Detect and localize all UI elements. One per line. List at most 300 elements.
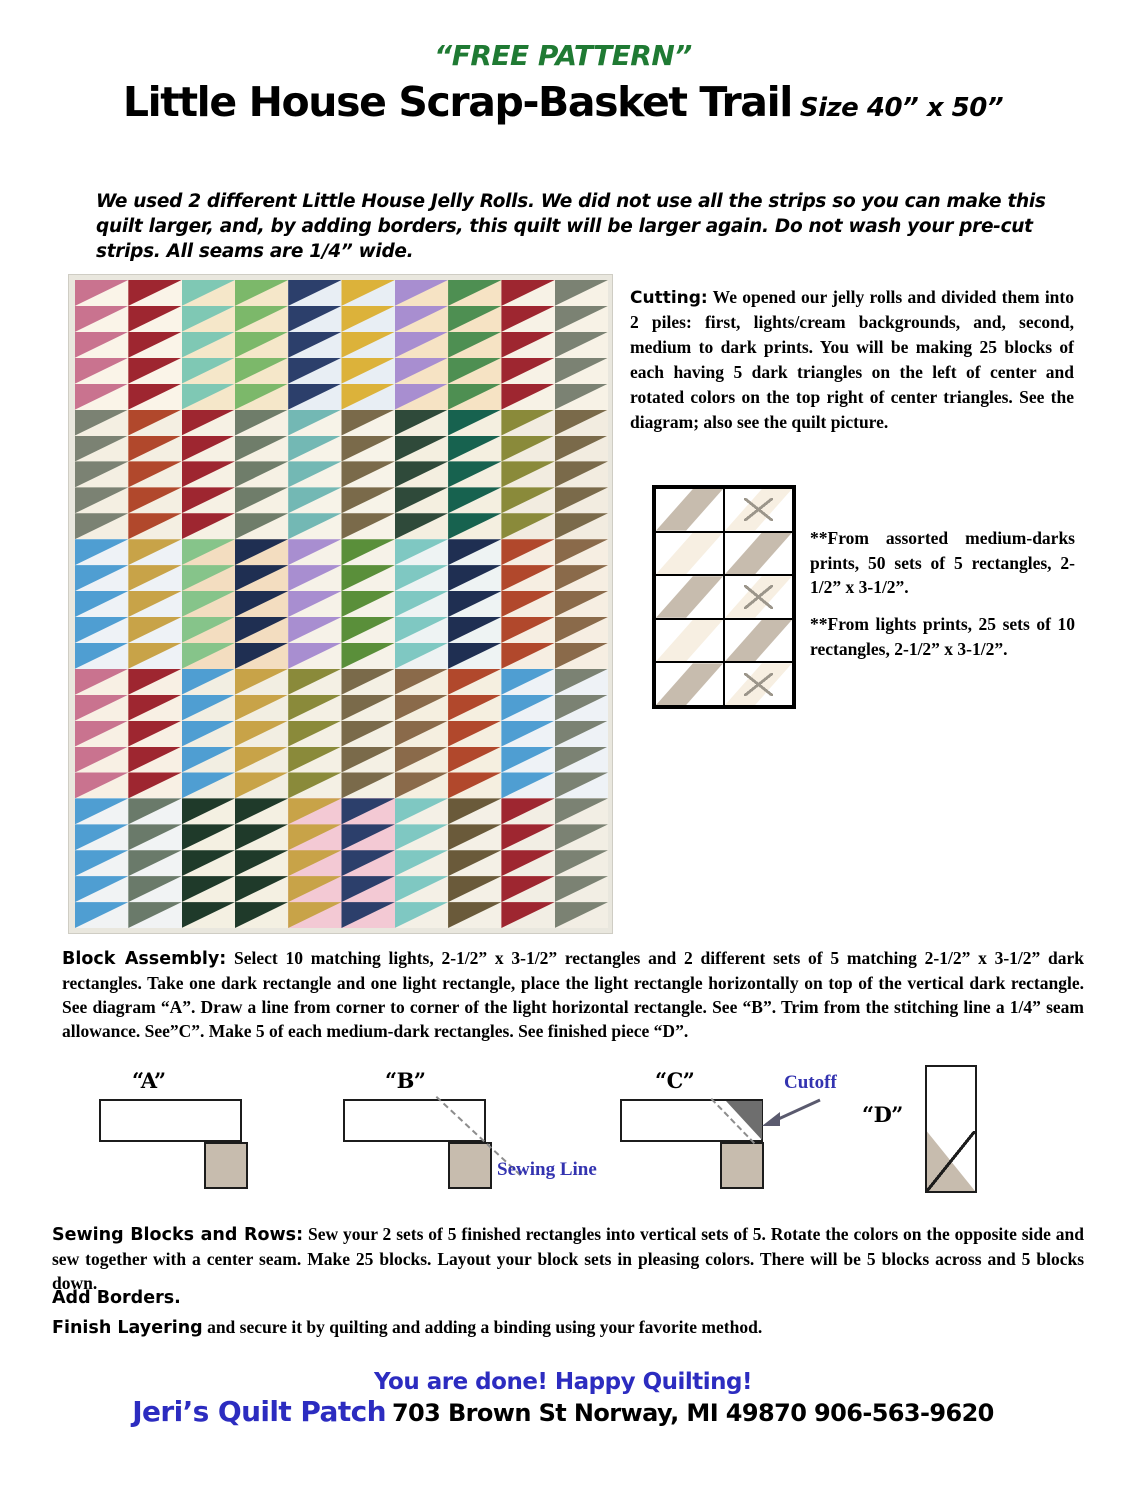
- diagram-a-label: “A”: [132, 1068, 166, 1093]
- quilt-unit-left: [182, 747, 235, 773]
- quilt-unit-right: [235, 306, 288, 332]
- quilt-block: [501, 410, 608, 540]
- quilt-block: [182, 410, 289, 540]
- quilt-unit-left: [75, 850, 128, 876]
- quilt-unit-left: [75, 721, 128, 747]
- quilt-unit-right: [235, 824, 288, 850]
- finish-layering-body: and secure it by quilting and adding a binding using your favorite method.: [202, 1317, 763, 1337]
- quilt-unit-right: [235, 747, 288, 773]
- quilt-unit-right: [448, 695, 501, 721]
- quilt-unit-right: [555, 850, 608, 876]
- quilt-unit-left: [395, 617, 448, 643]
- quilt-unit-left: [75, 306, 128, 332]
- quilt-unit-left: [288, 513, 341, 539]
- quilt-block: [501, 539, 608, 669]
- quilt-unit-left: [75, 565, 128, 591]
- quilt-unit-left: [75, 280, 128, 306]
- title-size-text: Size 40” x 50”: [799, 93, 1004, 123]
- quilt-unit-left: [395, 487, 448, 513]
- quilt-unit-left: [395, 747, 448, 773]
- quilt-block: [395, 280, 502, 410]
- note-medium-darks: **From assorted medium-darks prints, 50 sets of 5 rectangles, 2-1/2” x 3-1/2”.: [810, 528, 1075, 597]
- quilt-unit-left: [395, 798, 448, 824]
- block-diagram-cell-left: [655, 488, 724, 532]
- quilt-unit-right: [341, 358, 394, 384]
- quilt-unit-left: [182, 461, 235, 487]
- quilt-unit-left: [395, 902, 448, 928]
- quilt-unit-left: [288, 798, 341, 824]
- quilt-unit-right: [448, 850, 501, 876]
- block-diagram-cell-right: [724, 532, 793, 576]
- quilt-unit-right: [235, 591, 288, 617]
- quilt-block: [182, 539, 289, 669]
- quilt-unit-left: [395, 436, 448, 462]
- quilt-unit-left: [501, 824, 554, 850]
- quilt-unit-left: [288, 617, 341, 643]
- quilt-unit-right: [555, 513, 608, 539]
- quilt-block: [75, 410, 182, 540]
- quilt-block: [182, 280, 289, 410]
- quilt-unit-left: [395, 358, 448, 384]
- block-assembly-heading: Block Assembly:: [62, 949, 227, 969]
- quilt-unit-right: [235, 487, 288, 513]
- quilt-unit-right: [128, 747, 181, 773]
- quilt-unit-left: [75, 539, 128, 565]
- quilt-unit-left: [288, 902, 341, 928]
- quilt-unit-right: [341, 306, 394, 332]
- quilt-unit-left: [182, 643, 235, 669]
- quilt-unit-right: [235, 695, 288, 721]
- quilt-unit-right: [341, 410, 394, 436]
- quilt-unit-right: [128, 617, 181, 643]
- quilt-unit-left: [395, 332, 448, 358]
- quilt-unit-left: [182, 591, 235, 617]
- quilt-unit-right: [341, 384, 394, 410]
- quilt-block: [75, 539, 182, 669]
- cutting-heading: Cutting:: [630, 288, 708, 308]
- quilt-unit-right: [555, 772, 608, 798]
- block-diagram-cell-right: [724, 662, 793, 706]
- diagram-c-label: “C”: [655, 1068, 695, 1093]
- free-pattern-kicker: “FREE PATTERN”: [434, 39, 692, 72]
- quilt-unit-right: [235, 643, 288, 669]
- quilt-unit-right: [235, 410, 288, 436]
- block-diagram-cell-left: [655, 662, 724, 706]
- quilt-unit-left: [288, 772, 341, 798]
- quilt-unit-left: [395, 772, 448, 798]
- quilt-unit-right: [235, 850, 288, 876]
- quilt-unit-right: [448, 617, 501, 643]
- quilt-unit-right: [555, 721, 608, 747]
- quilt-unit-right: [448, 824, 501, 850]
- quilt-unit-right: [235, 513, 288, 539]
- quilt-unit-right: [448, 280, 501, 306]
- quilt-unit-right: [448, 643, 501, 669]
- quilt-unit-left: [288, 565, 341, 591]
- quilt-unit-left: [288, 591, 341, 617]
- quilt-unit-right: [448, 306, 501, 332]
- quilt-unit-left: [288, 461, 341, 487]
- step-diagrams: [0, 1054, 1126, 1204]
- quilt-unit-right: [128, 539, 181, 565]
- quilt-block: [75, 280, 182, 410]
- quilt-unit-left: [75, 772, 128, 798]
- diagram-c-dark-rect: [720, 1142, 764, 1189]
- quilt-unit-left: [182, 565, 235, 591]
- cutting-section: [630, 285, 1074, 434]
- quilt-block: [288, 410, 395, 540]
- quilt-unit-left: [395, 280, 448, 306]
- quilt-unit-left: [501, 850, 554, 876]
- quilt-unit-right: [341, 798, 394, 824]
- happy-quilting-text: You are done! Happy Quilting!: [373, 1369, 753, 1395]
- quilt-unit-left: [288, 410, 341, 436]
- finish-layering-heading: Finish Layering: [52, 1318, 203, 1338]
- quilt-unit-right: [555, 669, 608, 695]
- note-lights: **From lights prints, 25 sets of 10 rectangles, 2-1/2” x 3-1/2”.: [810, 614, 1075, 659]
- shop-address: 703 Brown St Norway, MI 49870 906-563-9620: [391, 1399, 994, 1427]
- quilt-unit-right: [128, 591, 181, 617]
- quilt-unit-left: [501, 565, 554, 591]
- quilt-unit-left: [75, 487, 128, 513]
- quilt-unit-left: [395, 591, 448, 617]
- quilt-unit-left: [288, 850, 341, 876]
- quilt-unit-left: [182, 772, 235, 798]
- quilt-unit-left: [182, 798, 235, 824]
- quilt-unit-left: [75, 798, 128, 824]
- quilt-unit-left: [182, 824, 235, 850]
- quilt-unit-right: [448, 798, 501, 824]
- quilt-unit-right: [448, 487, 501, 513]
- quilt-unit-left: [395, 695, 448, 721]
- quilt-unit-left: [395, 643, 448, 669]
- block-diagram-cell-left: [655, 619, 724, 663]
- quilt-unit-right: [448, 436, 501, 462]
- quilt-unit-right: [235, 669, 288, 695]
- quilt-unit-left: [501, 513, 554, 539]
- quilt-unit-right: [341, 876, 394, 902]
- quilt-unit-left: [288, 332, 341, 358]
- quilt-unit-left: [182, 306, 235, 332]
- cutting-body: We opened our jelly rolls and divided them into 2 piles: first, lights/cream backgrounds, and, second, medium to dark prints. You will be making 25 blocks of each having 5 dark triangles on the left of center and rotated colors on the top right of center triangles. See the diagram; also see the quilt picture.: [630, 287, 1074, 432]
- quilt-unit-right: [128, 876, 181, 902]
- sewing-line-label: Sewing Line: [497, 1159, 597, 1180]
- quilt-unit-right: [448, 721, 501, 747]
- quilt-unit-right: [235, 772, 288, 798]
- quilt-unit-right: [555, 695, 608, 721]
- quilt-unit-right: [341, 695, 394, 721]
- quilt-unit-left: [182, 902, 235, 928]
- quilt-unit-left: [288, 487, 341, 513]
- diagram-a-dark-rect: [204, 1142, 248, 1189]
- quilt-unit-right: [128, 902, 181, 928]
- quilt-unit-right: [341, 487, 394, 513]
- cutoff-label: Cutoff: [784, 1072, 837, 1093]
- quilt-block: [395, 669, 502, 799]
- quilt-block: [288, 539, 395, 669]
- diagram-b-dark-rect: [448, 1142, 492, 1189]
- quilt-unit-left: [501, 280, 554, 306]
- quilt-unit-right: [555, 876, 608, 902]
- quilt-photo: [68, 274, 613, 934]
- diagram-b-light-rect: [343, 1099, 486, 1142]
- quilt-unit-left: [501, 643, 554, 669]
- quilt-unit-right: [128, 306, 181, 332]
- quilt-unit-right: [128, 461, 181, 487]
- quilt-unit-left: [288, 306, 341, 332]
- quilt-unit-right: [235, 902, 288, 928]
- quilt-unit-left: [182, 617, 235, 643]
- finish-layering-line: [52, 1317, 1084, 1338]
- quilt-unit-left: [501, 772, 554, 798]
- quilt-unit-left: [501, 487, 554, 513]
- quilt-unit-left: [182, 384, 235, 410]
- quilt-unit-left: [182, 280, 235, 306]
- quilt-unit-left: [395, 824, 448, 850]
- quilt-unit-right: [555, 280, 608, 306]
- quilt-unit-left: [288, 358, 341, 384]
- quilt-unit-left: [501, 747, 554, 773]
- block-diagram-cell-right: [724, 575, 793, 619]
- quilt-unit-right: [128, 772, 181, 798]
- quilt-unit-left: [182, 358, 235, 384]
- quilt-unit-right: [128, 824, 181, 850]
- quilt-unit-left: [288, 384, 341, 410]
- quilt-unit-left: [501, 669, 554, 695]
- quilt-unit-right: [555, 539, 608, 565]
- quilt-unit-right: [555, 461, 608, 487]
- quilt-unit-left: [288, 436, 341, 462]
- quilt-unit-right: [235, 876, 288, 902]
- diagram-d-finished-piece: [925, 1065, 977, 1193]
- block-diagram-cell-right: [724, 619, 793, 663]
- quilt-unit-left: [75, 410, 128, 436]
- quilt-unit-right: [235, 436, 288, 462]
- quilt-block: [395, 798, 502, 928]
- quilt-unit-right: [448, 591, 501, 617]
- quilt-unit-left: [182, 721, 235, 747]
- quilt-unit-right: [555, 358, 608, 384]
- quilt-unit-left: [501, 617, 554, 643]
- quilt-unit-right: [341, 565, 394, 591]
- block-diagram-cell-left: [655, 575, 724, 619]
- quilt-block: [501, 280, 608, 410]
- quilt-unit-right: [448, 539, 501, 565]
- title-main-text: Little House Scrap-Basket Trail: [122, 78, 792, 126]
- quilt-block: [395, 539, 502, 669]
- quilt-block: [501, 669, 608, 799]
- quilt-unit-right: [341, 643, 394, 669]
- quilt-unit-right: [448, 565, 501, 591]
- quilt-unit-left: [75, 876, 128, 902]
- quilt-unit-left: [75, 902, 128, 928]
- quilt-unit-right: [341, 824, 394, 850]
- quilt-unit-left: [395, 876, 448, 902]
- quilt-unit-left: [395, 850, 448, 876]
- quilt-unit-left: [182, 539, 235, 565]
- quilt-unit-right: [128, 332, 181, 358]
- cutoff-arrow-icon: [760, 1094, 824, 1136]
- quilt-unit-right: [555, 747, 608, 773]
- quilt-unit-right: [448, 669, 501, 695]
- quilt-unit-right: [448, 747, 501, 773]
- add-borders-line: [52, 1287, 1084, 1308]
- quilt-unit-right: [448, 876, 501, 902]
- quilt-unit-right: [448, 410, 501, 436]
- quilt-unit-left: [395, 539, 448, 565]
- quilt-unit-right: [341, 436, 394, 462]
- quilt-unit-right: [555, 410, 608, 436]
- quilt-unit-left: [288, 695, 341, 721]
- quilt-unit-right: [341, 721, 394, 747]
- quilt-unit-right: [128, 410, 181, 436]
- quilt-unit-right: [555, 591, 608, 617]
- quilt-unit-right: [235, 461, 288, 487]
- quilt-unit-right: [341, 280, 394, 306]
- quilt-block: [395, 410, 502, 540]
- quilt-unit-left: [75, 695, 128, 721]
- block-diagram-cell-right: [724, 488, 793, 532]
- quilt-unit-left: [288, 721, 341, 747]
- quilt-unit-right: [555, 306, 608, 332]
- quilt-unit-left: [395, 306, 448, 332]
- diagram-d-label: “D”: [862, 1102, 903, 1127]
- quilt-unit-right: [341, 772, 394, 798]
- sewing-blocks-body: Sew your 2 sets of 5 finished rectangles into vertical sets of 5. Rotate the colors on the opposite side and sew together with a center seam. Make 25 blocks. Layout your block sets in pleasing colors. There will be 5 blocks across and 5 blocks down.: [52, 1224, 1084, 1294]
- quilt-unit-left: [395, 461, 448, 487]
- quilt-unit-right: [128, 643, 181, 669]
- add-borders-heading: Add Borders.: [52, 1288, 181, 1308]
- quilt-unit-left: [182, 513, 235, 539]
- quilt-unit-left: [395, 410, 448, 436]
- quilt-unit-left: [288, 669, 341, 695]
- quilt-unit-left: [182, 332, 235, 358]
- quilt-unit-right: [235, 617, 288, 643]
- quilt-unit-left: [395, 565, 448, 591]
- quilt-unit-left: [182, 695, 235, 721]
- quilt-unit-right: [128, 669, 181, 695]
- quilt-unit-right: [555, 384, 608, 410]
- quilt-unit-left: [75, 643, 128, 669]
- quilt-unit-right: [341, 902, 394, 928]
- quilt-unit-left: [288, 876, 341, 902]
- quilt-unit-left: [501, 695, 554, 721]
- quilt-block: [75, 669, 182, 799]
- block-diagram-cell-left: [655, 532, 724, 576]
- quilt-unit-left: [395, 384, 448, 410]
- quilt-unit-right: [555, 617, 608, 643]
- quilt-unit-left: [395, 669, 448, 695]
- quilt-unit-right: [448, 332, 501, 358]
- quilt-unit-left: [288, 539, 341, 565]
- quilt-unit-right: [128, 280, 181, 306]
- quilt-unit-right: [235, 798, 288, 824]
- block-diagram-quilt-marks: [744, 585, 774, 608]
- quilt-unit-right: [341, 669, 394, 695]
- quilt-unit-left: [288, 824, 341, 850]
- quilt-block: [182, 669, 289, 799]
- quilt-block: [288, 669, 395, 799]
- quilt-unit-left: [75, 358, 128, 384]
- quilt-unit-left: [75, 332, 128, 358]
- quilt-unit-right: [448, 772, 501, 798]
- diagram-b-label: “B”: [385, 1068, 426, 1093]
- quilt-unit-right: [448, 513, 501, 539]
- quilt-unit-left: [182, 410, 235, 436]
- quilt-unit-right: [448, 384, 501, 410]
- quilt-unit-left: [501, 876, 554, 902]
- quilt-unit-right: [235, 358, 288, 384]
- quilt-unit-left: [501, 539, 554, 565]
- quilt-unit-right: [555, 487, 608, 513]
- quilt-unit-right: [128, 513, 181, 539]
- diagram-a-light-rect: [99, 1099, 242, 1142]
- quilt-unit-right: [341, 850, 394, 876]
- block-assembly-section: [62, 947, 1084, 1044]
- quilt-unit-right: [448, 902, 501, 928]
- block-diagram-quilt-marks: [744, 498, 774, 521]
- quilt-unit-left: [75, 824, 128, 850]
- quilt-unit-right: [555, 902, 608, 928]
- quilt-unit-left: [288, 280, 341, 306]
- quilt-unit-right: [341, 461, 394, 487]
- quilt-unit-left: [75, 384, 128, 410]
- quilt-unit-right: [448, 461, 501, 487]
- quilt-unit-right: [128, 565, 181, 591]
- quilt-block: [75, 798, 182, 928]
- block-construction-diagram: [652, 485, 796, 709]
- quilt-unit-right: [341, 617, 394, 643]
- quilt-unit-right: [235, 384, 288, 410]
- block-diagram-quilt-marks: [675, 629, 705, 652]
- quilt-unit-right: [128, 436, 181, 462]
- page-title: [0, 78, 1126, 126]
- quilt-unit-right: [128, 358, 181, 384]
- intro-paragraph: We used 2 different Little House Jelly Rolls. We did not use all the strips so you can make this quilt larger, and, by adding borders, this quilt will be larger again. Do not wash your pre-cut strips. All seams are 1/4” wide.: [96, 191, 1046, 262]
- quilt-unit-right: [235, 332, 288, 358]
- quilt-unit-left: [75, 513, 128, 539]
- quilt-unit-right: [448, 358, 501, 384]
- quilt-unit-left: [288, 747, 341, 773]
- quilt-unit-left: [501, 384, 554, 410]
- quilt-unit-left: [501, 721, 554, 747]
- block-diagram-quilt-marks: [744, 673, 774, 696]
- quilt-unit-right: [555, 332, 608, 358]
- quilt-unit-right: [235, 565, 288, 591]
- quilt-unit-left: [501, 410, 554, 436]
- sewing-blocks-section: [52, 1222, 1084, 1295]
- quilt-block: [288, 798, 395, 928]
- quilt-unit-right: [555, 565, 608, 591]
- quilt-unit-left: [182, 669, 235, 695]
- quilt-unit-left: [75, 669, 128, 695]
- quilt-unit-left: [75, 747, 128, 773]
- block-assembly-body: Select 10 matching lights, 2-1/2” x 3-1/2” rectangles and 2 different sets of 5 matching 2-1/2” x 3-1/2” dark rectangles. Take one dark rectangle and one light rectangle, place the light rectangle horizontally on top of the vertical dark rectangle. See diagram “A”. Draw a line from corner to corner of the light horizontal rectangle. See “B”. Trim from the stitching line a 1/4” seam allowance. See”C”. Make 5 of each medium-dark rectangles. See finished piece “D”.: [62, 948, 1084, 1041]
- quilt-unit-left: [501, 332, 554, 358]
- quilt-unit-right: [128, 850, 181, 876]
- quilt-unit-left: [182, 876, 235, 902]
- sewing-blocks-heading: Sewing Blocks and Rows:: [52, 1225, 304, 1245]
- quilt-unit-left: [75, 617, 128, 643]
- quilt-unit-right: [341, 539, 394, 565]
- quilt-unit-right: [128, 721, 181, 747]
- quilt-unit-right: [128, 798, 181, 824]
- shop-name: Jeri’s Quilt Patch: [132, 1395, 386, 1428]
- quilt-unit-left: [395, 721, 448, 747]
- quilt-unit-right: [235, 721, 288, 747]
- quilt-unit-left: [182, 436, 235, 462]
- quilt-unit-right: [555, 824, 608, 850]
